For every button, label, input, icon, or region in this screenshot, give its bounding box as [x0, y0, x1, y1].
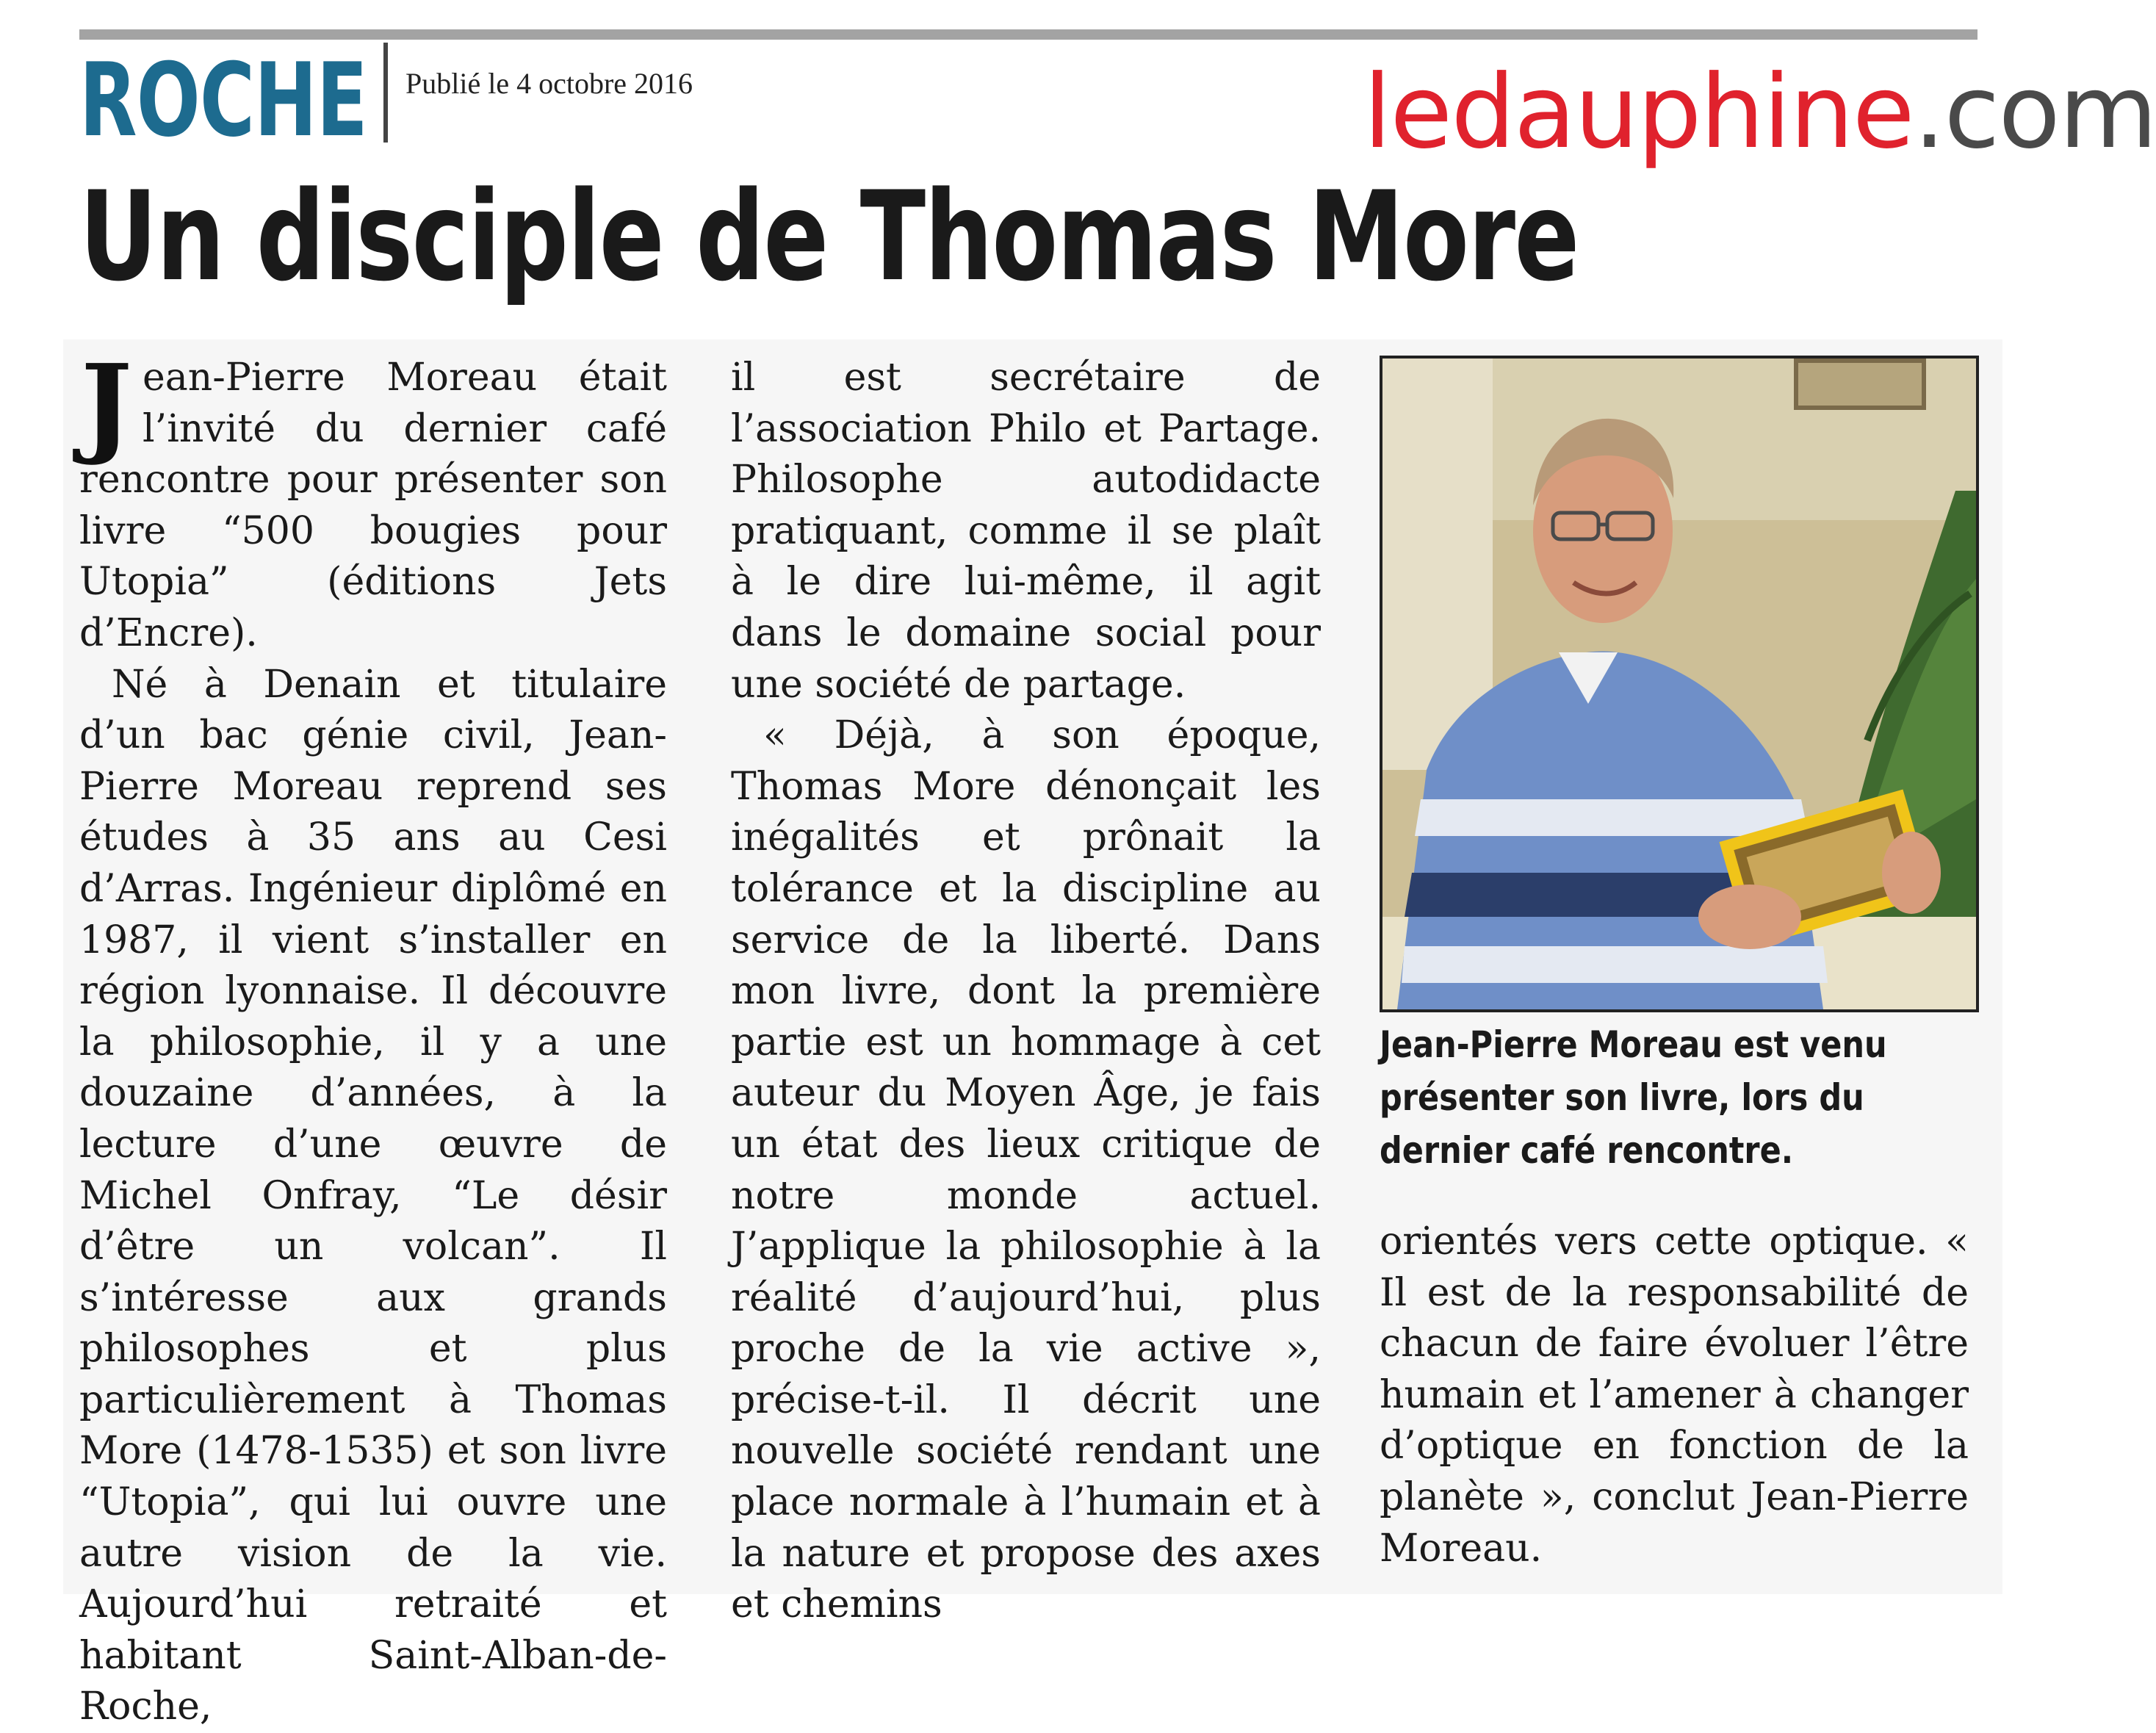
top-rule — [79, 29, 1977, 40]
paragraph: Né à Denain et titulaire d’un bac génie civil, Jean-Pierre Moreau reprend ses études à 35 ans au Cesi d’Arras. Ingénieur diplômé en 1987, il vient s’installer en région lyonnaise. Il découvre la philosophie, il y a une douzaine d’années, à la lecture d’une œuvre de Michel Onfray, “Le désir d’être un volcan”. Il s’intéresse aux grands philosophes et plus particulièrement à Thomas More (1478-1535) et son livre “Utopia”, qui lui ouvre une autre vision de la vie. Aujourd’hui retraité et habitant Saint-Alban-de-Roche, — [79, 662, 667, 1729]
man-holding-book-illustration — [1382, 359, 1976, 1009]
ledauphine-logo — [1363, 50, 2156, 175]
paragraph-text: ean-Pierre Moreau était l’invité du dernier café rencontre pour présenter son livre “500 bougies pour Utopia” (éditions Jets d’Encre). — [79, 356, 667, 655]
paragraph: il est secrétaire de l’association Philo et Partage. Philosophe autodidacte pratiquant, comme il se plaît à le dire lui-même, il agit dans le domaine social pour une société de partage. — [731, 356, 1321, 707]
article-column-3 — [1380, 1217, 1969, 1574]
article-column-2 — [731, 353, 1321, 1631]
section-divider — [383, 43, 388, 143]
section-label: ROCHE — [79, 41, 367, 159]
paragraph: orientés vers cette optique. « Il est de la responsabilité de chacun de faire évoluer l’être humain et l’amener à changer d’optique en fonction de la planète », conclut Jean-Pierre Moreau. — [1380, 1219, 1969, 1571]
paragraph — [79, 340, 667, 660]
drop-cap: J — [81, 340, 133, 468]
article-headline: Un disciple de Thomas More — [79, 165, 1579, 309]
publication-date: Publié le 4 octobre 2016 — [405, 67, 693, 100]
article-photo — [1380, 356, 1979, 1012]
paragraph: « Déjà, à son époque, Thomas More dénonçait les inégalités et prônait la tolérance et la discipline au service de la liberté. Dans mon livre, dont la première partie est un hommage à cet auteur du Moyen Âge, je fais un état des lieux critique de notre monde actuel. J’applique la philosophie à la réalité d’aujourd’hui, plus proche de la vie active », précise-t-il. Il décrit une nouvelle société rendant une place normale à l’humain et à la nature et propose des axes et chemins — [731, 713, 1321, 1627]
logo-tld: .com — [1913, 53, 2156, 171]
logo-brand: ledauphine — [1363, 53, 1914, 171]
photo-caption: Jean-Pierre Moreau est venu présenter son livre, lors du dernier café rencontre. — [1380, 1023, 1887, 1172]
article-column-1 — [79, 340, 667, 1733]
